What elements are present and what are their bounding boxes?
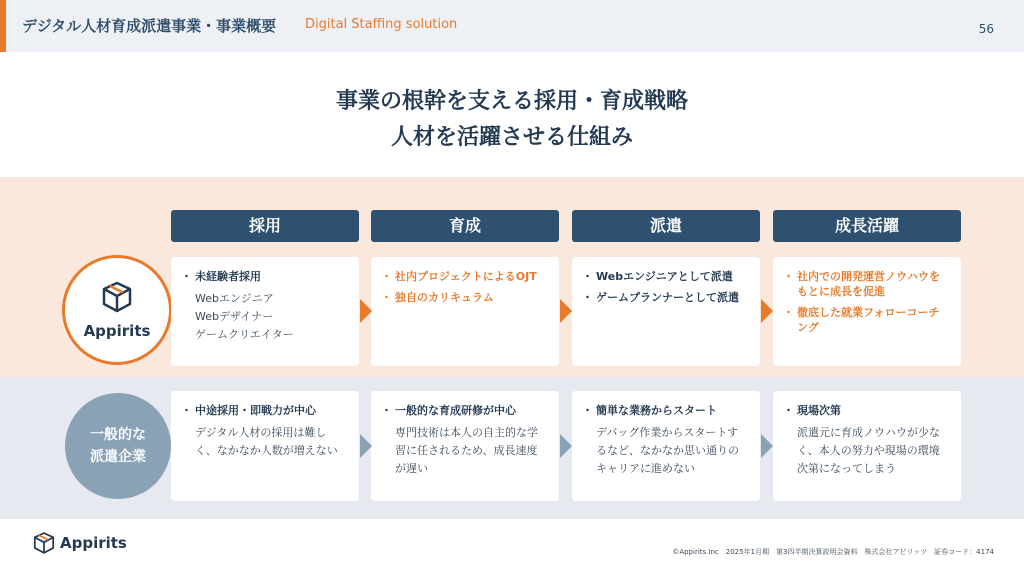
appirits-logo-text: Appirits [83,322,151,340]
header-title: デジタル人材育成派遣事業・事業概要 [22,17,277,35]
appirits-card-dispatch [572,257,760,366]
card-line: ゲームクリエイター [195,328,294,341]
headline-line-2: 人材を活躍させる仕組み [390,125,633,150]
arrow-right-icon [560,299,572,323]
column-header-growth: 成長活躍 [773,210,961,242]
header-bar [0,0,1024,52]
card-line: Webデザイナー [195,310,274,323]
arrow-right-icon [360,299,372,323]
card-bullet: ・ 簡単な業務からスタート [584,403,748,418]
general-card-training [371,391,559,501]
general-card-recruit [171,391,359,501]
appirits-card-growth [773,257,961,366]
card-bullet: ・ 徹底した就業フォローコーチング [785,305,949,335]
card-bullet: ・ 現場次第 [785,403,949,418]
footer-logo-text: Appirits [60,534,127,552]
appirits-logo-circle [62,255,172,365]
card-text: 専門技術は本人の自主的な学習に任されるため、成長速度が遅い [395,426,538,475]
footer-copyright: ©Appirits.Inc 2025年1月期 第3四半期決算説明会資料 株式会社アピリッツ 証券コード：4174 [672,548,994,556]
appirits-card-training [371,257,559,366]
arrow-right-icon [761,299,773,323]
header-subtitle: Digital Staffing solution [305,17,458,32]
column-header-training: 育成 [371,210,559,242]
circle-label-line-2: 派遣企業 [90,449,146,465]
arrow-right-icon [360,434,372,458]
card-text: 派遣元に育成ノウハウが少なく、本人の努力や現場の環境次第になってしまう [797,426,940,475]
card-bullet: ・ 一般的な育成研修が中心 [383,403,547,418]
appirits-cube-icon [100,280,134,314]
card-bullet: ・ 中途採用・即戦力が中心 [183,403,347,418]
card-bullet: ・ ゲームプランナーとして派遣 [584,290,748,305]
header-accent [0,0,6,52]
arrow-right-icon [560,434,572,458]
general-card-dispatch [572,391,760,501]
card-bullet: ・ Webエンジニアとして派遣 [584,269,748,284]
page-number: 56 [978,22,994,36]
general-card-growth [773,391,961,501]
card-text: デジタル人材の採用は難しく、なかなか人数が増えない [195,426,338,457]
card-text: デバッグ作業からスタートするなど、なかなか思い通りのキャリアに進めない [596,426,739,475]
column-header-dispatch: 派遣 [572,210,760,242]
card-bullet: ・ 社内での開発運営ノウハウをもとに成長を促進 [785,269,949,299]
card-bullet: ・ 社内プロジェクトによるOJT [383,269,547,284]
general-dispatch-circle [65,393,171,499]
appirits-cube-icon [32,531,56,555]
headline-line-1: 事業の根幹を支える採用・育成戦略 [335,89,688,114]
circle-label-line-1: 一般的な [90,427,146,443]
column-header-recruit: 採用 [171,210,359,242]
card-line: Webエンジニア [195,292,274,305]
card-bullet: ・ 未経験者採用 [183,269,347,284]
card-bullet: ・ 独自のカリキュラム [383,290,547,305]
arrow-right-icon [761,434,773,458]
appirits-card-recruit [171,257,359,366]
